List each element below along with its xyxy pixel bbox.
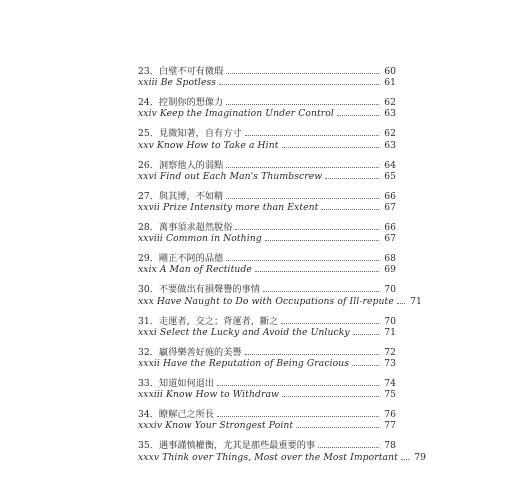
toc-entry: [138, 284, 422, 307]
page-number: 76: [384, 409, 396, 421]
toc-line-english: [138, 264, 396, 275]
toc-line-chinese: [138, 284, 396, 295]
toc-line-chinese: [138, 66, 396, 77]
page-number: 77: [384, 420, 396, 432]
toc-line-chinese: [138, 378, 396, 389]
toc-line-chinese: [138, 347, 396, 358]
toc-title-english: xxix A Man of Rectitude: [138, 264, 252, 276]
page-number: 74: [384, 377, 396, 389]
dot-leader: [281, 323, 379, 324]
toc-line-english: [138, 108, 396, 119]
dot-leader: [397, 303, 405, 304]
toc-line-chinese: [138, 97, 396, 108]
toc-title-chinese: 24．控制你的想像力: [138, 97, 224, 109]
page-number: 71: [410, 295, 422, 307]
page-number: 62: [384, 128, 396, 140]
dot-leader: [226, 104, 379, 105]
dot-leader: [226, 167, 379, 168]
toc-title-english: xxxii Have the Reputation of Being Gracious: [138, 357, 350, 369]
page-number: 63: [384, 139, 396, 151]
toc-title-english: xxiii Be Spotless: [138, 77, 217, 89]
toc-entry: [138, 222, 396, 245]
toc-line-chinese: [138, 191, 396, 202]
toc-line-english: [138, 140, 396, 151]
dot-leader: [265, 240, 379, 241]
toc-title-english: xxxv Think over Things, Most over the Most Important: [138, 451, 398, 463]
dot-leader: [235, 229, 379, 230]
toc-entry: [138, 97, 396, 120]
page-number: 67: [384, 233, 396, 245]
toc-line-english: [138, 77, 396, 88]
toc-title-english: xxxi Select the Lucky and Avoid the Unlucky: [138, 326, 350, 338]
toc-line-chinese: [138, 440, 396, 451]
dot-leader: [321, 209, 379, 210]
page-number: 65: [384, 170, 396, 182]
toc-title-english: xxiv Keep the Imagination Under Control: [138, 108, 334, 120]
page-number: 78: [384, 440, 396, 452]
toc-line-english: [138, 233, 396, 244]
dot-leader: [217, 416, 379, 417]
page-number: 75: [384, 389, 396, 401]
toc-title-chinese: 30．不要做出有損聲譽的事情: [138, 284, 260, 296]
page-number: 66: [384, 221, 396, 233]
dot-leader: [401, 459, 409, 460]
dot-leader: [226, 260, 379, 261]
toc-line-chinese: [138, 222, 396, 233]
toc-title-english: xxx Have Naught to Do with Occupations of Ill-repute: [138, 295, 394, 307]
page-number: 61: [384, 77, 396, 89]
page-number: 70: [384, 315, 396, 327]
toc-entry: [138, 253, 396, 276]
toc-line-chinese: [138, 409, 396, 420]
toc-title-chinese: 27．與其博，不如精: [138, 190, 224, 202]
toc-title-chinese: 28．萬事須求超然脫俗: [138, 221, 233, 233]
toc-title-chinese: 23．白璧不可有微瑕: [138, 66, 224, 77]
toc-line-english: [138, 420, 396, 431]
toc-entry: [138, 409, 396, 432]
dot-leader: [353, 334, 379, 335]
dot-leader: [245, 135, 379, 136]
page-number: 69: [384, 264, 396, 276]
toc-title-chinese: 35．遇事謹慎權衡，尤其是那些最重要的事: [138, 440, 316, 452]
toc-entry: [138, 66, 396, 89]
toc-entry: [138, 160, 396, 183]
toc-title-chinese: 33．知道如何退出: [138, 377, 215, 389]
toc-title-english: xxvii Prize Intensity more than Extent: [138, 202, 319, 214]
toc-title-english: xxvi Find out Each Man's Thumbscrew: [138, 170, 323, 182]
toc-line-chinese: [138, 160, 396, 171]
toc-entry: [138, 440, 426, 463]
toc-entry: [138, 347, 396, 370]
page-number: 73: [384, 357, 396, 369]
dot-leader: [263, 291, 379, 292]
toc-title-chinese: 25．見微知著，自有方寸: [138, 128, 242, 140]
dot-leader: [296, 427, 379, 428]
dot-leader: [325, 178, 379, 179]
dot-leader: [219, 84, 379, 85]
page-number: 68: [384, 253, 396, 265]
dot-leader: [255, 271, 379, 272]
dot-leader: [282, 147, 379, 148]
toc-line-english: [138, 327, 396, 338]
page-number: 71: [384, 326, 396, 338]
page-number: 79: [414, 451, 426, 463]
toc-entry: [138, 128, 396, 151]
toc-title-chinese: 31．走運者，交之；背運者，斷之: [138, 315, 279, 327]
page-number: 70: [384, 284, 396, 296]
dot-leader: [226, 73, 379, 74]
dot-leader: [245, 354, 379, 355]
page-number: 72: [384, 346, 396, 358]
toc-line-chinese: [138, 316, 396, 327]
toc-line-english: [138, 358, 396, 369]
toc-line-english: [138, 295, 422, 307]
toc-title-chinese: 29．剛正不阿的品德: [138, 253, 224, 265]
toc-entry: [138, 378, 396, 401]
page-number: 63: [384, 108, 396, 120]
toc-entry: [138, 316, 396, 339]
dot-leader: [226, 198, 379, 199]
toc-title-chinese: 34．瞭解己之所長: [138, 409, 215, 421]
dot-leader: [352, 365, 379, 366]
toc-entry: [138, 191, 396, 214]
page-number: 60: [384, 66, 396, 77]
toc-title-chinese: 26．洞察他人的弱點: [138, 159, 224, 171]
dot-leader: [217, 385, 379, 386]
dot-leader: [337, 115, 379, 116]
toc-line-english: [138, 389, 396, 400]
toc-title-english: xxviii Common in Nothing: [138, 233, 262, 245]
table-of-contents: [138, 66, 426, 463]
page-number: 62: [384, 97, 396, 109]
toc-line-english: [138, 171, 396, 182]
page-number: 66: [384, 190, 396, 202]
toc-line-english: [138, 451, 426, 463]
page-number: 67: [384, 202, 396, 214]
dot-leader: [318, 447, 379, 448]
page-number: 64: [384, 159, 396, 171]
toc-line-chinese: [138, 253, 396, 264]
toc-line-chinese: [138, 128, 396, 139]
toc-title-chinese: 32．贏得樂善好施的美譽: [138, 346, 242, 358]
toc-title-english: xxxiv Know Your Strongest Point: [138, 420, 294, 432]
dot-leader: [282, 396, 379, 397]
toc-title-english: xxv Know How to Take a Hint: [138, 139, 279, 151]
toc-line-english: [138, 202, 396, 213]
toc-title-english: xxxiii Know How to Withdraw: [138, 389, 279, 401]
